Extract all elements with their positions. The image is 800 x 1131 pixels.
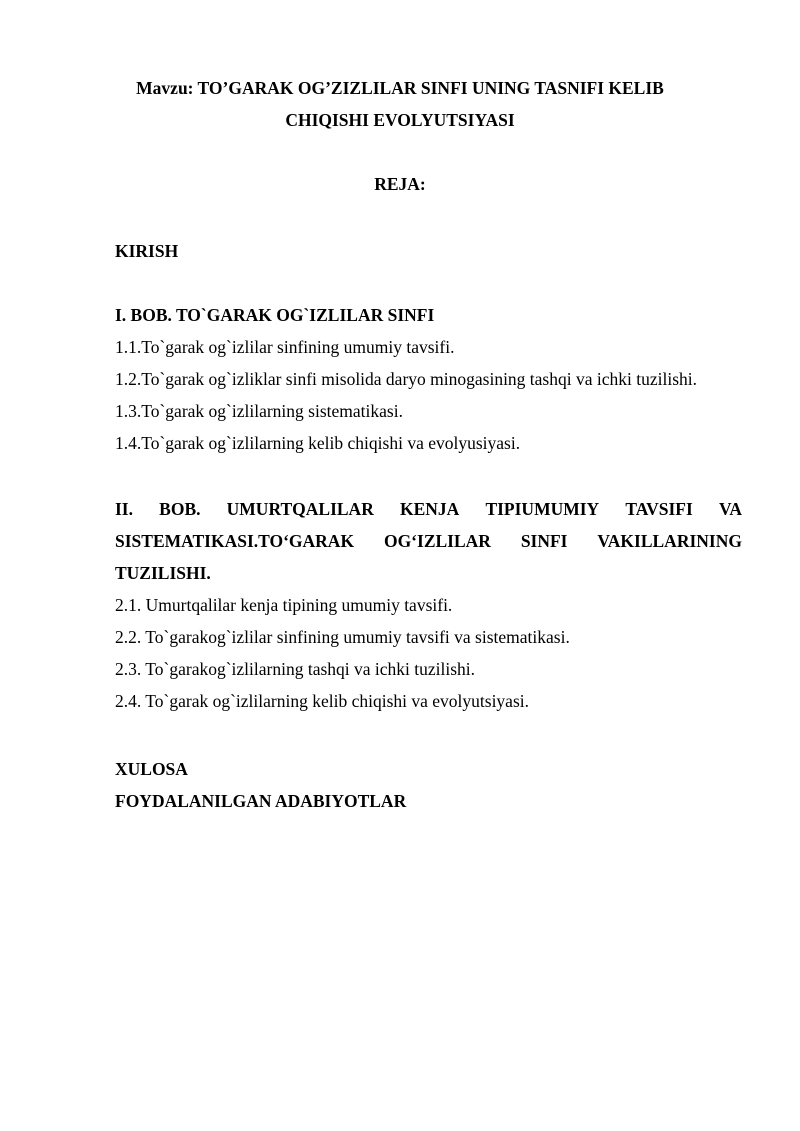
heading-word: VA [718, 499, 742, 519]
chapter-2-heading-line-1 [115, 493, 742, 525]
chapter-2-item: 2.1. Umurtqalilar kenja tipining umumiy tavsifi. [115, 595, 453, 615]
heading-word: OG‘IZLILAR [383, 531, 491, 551]
references-heading: FOYDALANILGAN ADABIYOTLAR [115, 791, 407, 811]
chapter-1-heading: I. BOB. TO`GARAK OG`IZLILAR SINFI [115, 305, 435, 325]
chapter-2-heading-line-3: TUZILISHI. [115, 563, 211, 583]
chapter-1-item: 1.3.To`garak og`izlilarning sistematikasi. [115, 401, 403, 421]
plan-heading: REJA: [374, 174, 426, 194]
heading-word: TIPIUMUMIY [485, 499, 600, 519]
document-title-line-1: Mavzu: TO’GARAK OG’ZIZLILAR SINFI UNING TASNIFI KELIB [136, 78, 664, 98]
chapter-1-item: 1.2.To`garak og`izliklar sinfi misolida daryo minogasining tashqi va ichki tuzilishi. [115, 369, 698, 389]
conclusion-heading: XULOSA [115, 759, 188, 779]
heading-word: UMURTQALILAR [226, 499, 374, 519]
intro-heading: KIRISH [115, 241, 179, 261]
chapter-2-item: 2.4. To`garak og`izlilarning kelib chiqishi va evolyutsiyasi. [115, 691, 529, 711]
heading-word: BOB. [159, 499, 201, 519]
heading-word: SINFI [520, 531, 568, 551]
heading-word: II. [115, 499, 133, 519]
heading-word: VAKILLARINING [597, 531, 742, 551]
chapter-2-item: 2.2. To`garakog`izlilar sinfining umumiy tavsifi va sistematikasi. [115, 627, 570, 647]
chapter-1-item: 1.1.To`garak og`izlilar sinfining umumiy tavsifi. [115, 337, 455, 357]
chapter-2-item: 2.3. To`garakog`izlilarning tashqi va ichki tuzilishi. [115, 659, 476, 679]
heading-word: TAVSIFI [625, 499, 693, 519]
heading-word: KENJA [399, 499, 460, 519]
chapter-1-item: 1.4.To`garak og`izlilarning kelib chiqishi va evolyusiyasi. [115, 433, 521, 453]
document-title-line-2: CHIQISHI EVOLYUTSIYASI [285, 110, 515, 130]
chapter-2-heading-line-2 [115, 525, 742, 557]
heading-word: SISTEMATIKASI.TO‘GARAK [115, 531, 355, 551]
